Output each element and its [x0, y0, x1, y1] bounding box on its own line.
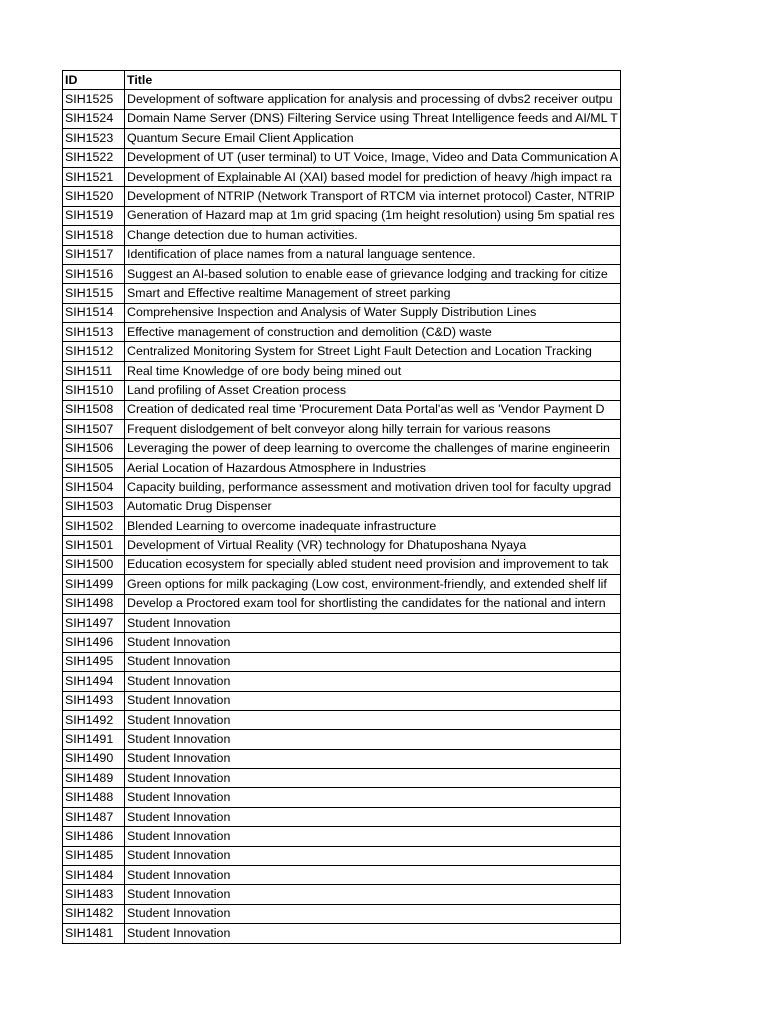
cell-id: SIH1515 — [63, 284, 125, 303]
table-row — [63, 90, 621, 109]
table-row — [63, 633, 621, 652]
cell-title: Suggest an AI-based solution to enable ease of grievance lodging and tracking for citize — [125, 264, 621, 283]
cell-title: Capacity building, performance assessment and motivation driven tool for faculty upgrad — [125, 478, 621, 497]
table-row — [63, 730, 621, 749]
column-header-id: ID — [63, 71, 125, 90]
cell-id: SIH1525 — [63, 90, 125, 109]
cell-id: SIH1485 — [63, 846, 125, 865]
table-body — [63, 90, 621, 943]
table-row — [63, 866, 621, 885]
cell-title: Student Innovation — [125, 652, 621, 671]
table-row — [63, 303, 621, 322]
cell-id: SIH1522 — [63, 148, 125, 167]
table-row — [63, 381, 621, 400]
cell-title: Student Innovation — [125, 885, 621, 904]
cell-title: Effective management of construction and demolition (C&D) waste — [125, 323, 621, 342]
table-row — [63, 613, 621, 632]
cell-id: SIH1499 — [63, 575, 125, 594]
table-row — [63, 245, 621, 264]
table-row — [63, 788, 621, 807]
cell-title: Student Innovation — [125, 613, 621, 632]
cell-title: Creation of dedicated real time 'Procurement Data Portal'as well as 'Vendor Payment D — [125, 400, 621, 419]
column-header-title: Title — [125, 71, 621, 90]
cell-title: Real time Knowledge of ore body being mined out — [125, 361, 621, 380]
cell-title: Student Innovation — [125, 807, 621, 826]
table-row — [63, 924, 621, 943]
cell-id: SIH1517 — [63, 245, 125, 264]
cell-id: SIH1516 — [63, 264, 125, 283]
cell-id: SIH1511 — [63, 361, 125, 380]
table-row — [63, 749, 621, 768]
cell-id: SIH1488 — [63, 788, 125, 807]
cell-id: SIH1510 — [63, 381, 125, 400]
cell-title: Comprehensive Inspection and Analysis of Water Supply Distribution Lines — [125, 303, 621, 322]
cell-id: SIH1492 — [63, 710, 125, 729]
table-row — [63, 361, 621, 380]
cell-id: SIH1483 — [63, 885, 125, 904]
cell-title: Student Innovation — [125, 710, 621, 729]
cell-title: Education ecosystem for specially abled student need provision and improvement to tak — [125, 555, 621, 574]
table-row — [63, 827, 621, 846]
cell-id: SIH1514 — [63, 303, 125, 322]
cell-id: SIH1493 — [63, 691, 125, 710]
header-row — [63, 71, 621, 90]
cell-id: SIH1518 — [63, 226, 125, 245]
cell-title: Quantum Secure Email Client Application — [125, 129, 621, 148]
cell-title: Development of NTRIP (Network Transport of RTCM via internet protocol) Caster, NTRIP — [125, 187, 621, 206]
cell-id: SIH1503 — [63, 497, 125, 516]
table-row — [63, 652, 621, 671]
cell-id: SIH1491 — [63, 730, 125, 749]
cell-title: Change detection due to human activities. — [125, 226, 621, 245]
cell-id: SIH1506 — [63, 439, 125, 458]
table-row — [63, 516, 621, 535]
cell-id: SIH1524 — [63, 109, 125, 128]
table-row — [63, 672, 621, 691]
table-row — [63, 691, 621, 710]
cell-id: SIH1501 — [63, 536, 125, 555]
cell-title: Student Innovation — [125, 827, 621, 846]
table-row — [63, 710, 621, 729]
cell-title: Develop a Proctored exam tool for shortlisting the candidates for the national and intern — [125, 594, 621, 613]
cell-id: SIH1512 — [63, 342, 125, 361]
cell-id: SIH1489 — [63, 769, 125, 788]
cell-id: SIH1484 — [63, 866, 125, 885]
cell-title: Student Innovation — [125, 866, 621, 885]
cell-title: Automatic Drug Dispenser — [125, 497, 621, 516]
cell-id: SIH1494 — [63, 672, 125, 691]
table-row — [63, 206, 621, 225]
cell-id: SIH1519 — [63, 206, 125, 225]
table-row — [63, 284, 621, 303]
table-row — [63, 148, 621, 167]
cell-id: SIH1481 — [63, 924, 125, 943]
cell-title: Development of UT (user terminal) to UT Voice, Image, Video and Data Communication A — [125, 148, 621, 167]
table-row — [63, 885, 621, 904]
cell-title: Smart and Effective realtime Management of street parking — [125, 284, 621, 303]
table-row — [63, 129, 621, 148]
cell-title: Student Innovation — [125, 769, 621, 788]
cell-id: SIH1502 — [63, 516, 125, 535]
table-row — [63, 420, 621, 439]
cell-id: SIH1495 — [63, 652, 125, 671]
cell-title: Domain Name Server (DNS) Filtering Service using Threat Intelligence feeds and AI/ML T — [125, 109, 621, 128]
cell-title: Frequent dislodgement of belt conveyor along hilly terrain for various reasons — [125, 420, 621, 439]
cell-title: Student Innovation — [125, 691, 621, 710]
cell-title: Student Innovation — [125, 749, 621, 768]
cell-title: Student Innovation — [125, 846, 621, 865]
cell-title: Development of Explainable AI (XAI) based model for prediction of heavy /high impact ra — [125, 167, 621, 186]
table-row — [63, 807, 621, 826]
table-row — [63, 594, 621, 613]
cell-title: Generation of Hazard map at 1m grid spacing (1m height resolution) using 5m spatial res — [125, 206, 621, 225]
table-row — [63, 264, 621, 283]
table-row — [63, 400, 621, 419]
table-row — [63, 769, 621, 788]
table-row — [63, 575, 621, 594]
cell-title: Blended Learning to overcome inadequate infrastructure — [125, 516, 621, 535]
table-row — [63, 478, 621, 497]
cell-title: Student Innovation — [125, 904, 621, 923]
cell-title: Student Innovation — [125, 788, 621, 807]
cell-id: SIH1504 — [63, 478, 125, 497]
cell-title: Centralized Monitoring System for Street Light Fault Detection and Location Tracking — [125, 342, 621, 361]
cell-title: Development of Virtual Reality (VR) technology for Dhatuposhana Nyaya — [125, 536, 621, 555]
cell-title: Land profiling of Asset Creation process — [125, 381, 621, 400]
cell-id: SIH1497 — [63, 613, 125, 632]
cell-id: SIH1500 — [63, 555, 125, 574]
table-row — [63, 226, 621, 245]
cell-id: SIH1486 — [63, 827, 125, 846]
table-row — [63, 458, 621, 477]
cell-id: SIH1508 — [63, 400, 125, 419]
cell-title: Identification of place names from a natural language sentence. — [125, 245, 621, 264]
cell-title: Student Innovation — [125, 924, 621, 943]
table-row — [63, 109, 621, 128]
table-row — [63, 323, 621, 342]
cell-title: Student Innovation — [125, 633, 621, 652]
cell-id: SIH1487 — [63, 807, 125, 826]
table-row — [63, 846, 621, 865]
table-row — [63, 536, 621, 555]
cell-title: Development of software application for analysis and processing of dvbs2 receiver outpu — [125, 90, 621, 109]
table-row — [63, 187, 621, 206]
table-row — [63, 342, 621, 361]
table-row — [63, 167, 621, 186]
cell-id: SIH1498 — [63, 594, 125, 613]
cell-id: SIH1505 — [63, 458, 125, 477]
cell-id: SIH1490 — [63, 749, 125, 768]
cell-id: SIH1521 — [63, 167, 125, 186]
cell-id: SIH1523 — [63, 129, 125, 148]
table-row — [63, 497, 621, 516]
cell-title: Leveraging the power of deep learning to overcome the challenges of marine engineerin — [125, 439, 621, 458]
cell-title: Aerial Location of Hazardous Atmosphere in Industries — [125, 458, 621, 477]
table-row — [63, 904, 621, 923]
cell-id: SIH1496 — [63, 633, 125, 652]
table-row — [63, 555, 621, 574]
cell-title: Green options for milk packaging (Low cost, environment-friendly, and extended shelf lif — [125, 575, 621, 594]
cell-title: Student Innovation — [125, 730, 621, 749]
cell-id: SIH1520 — [63, 187, 125, 206]
table-row — [63, 439, 621, 458]
cell-id: SIH1507 — [63, 420, 125, 439]
cell-id: SIH1513 — [63, 323, 125, 342]
problem-statement-table — [62, 70, 621, 944]
cell-id: SIH1482 — [63, 904, 125, 923]
cell-title: Student Innovation — [125, 672, 621, 691]
